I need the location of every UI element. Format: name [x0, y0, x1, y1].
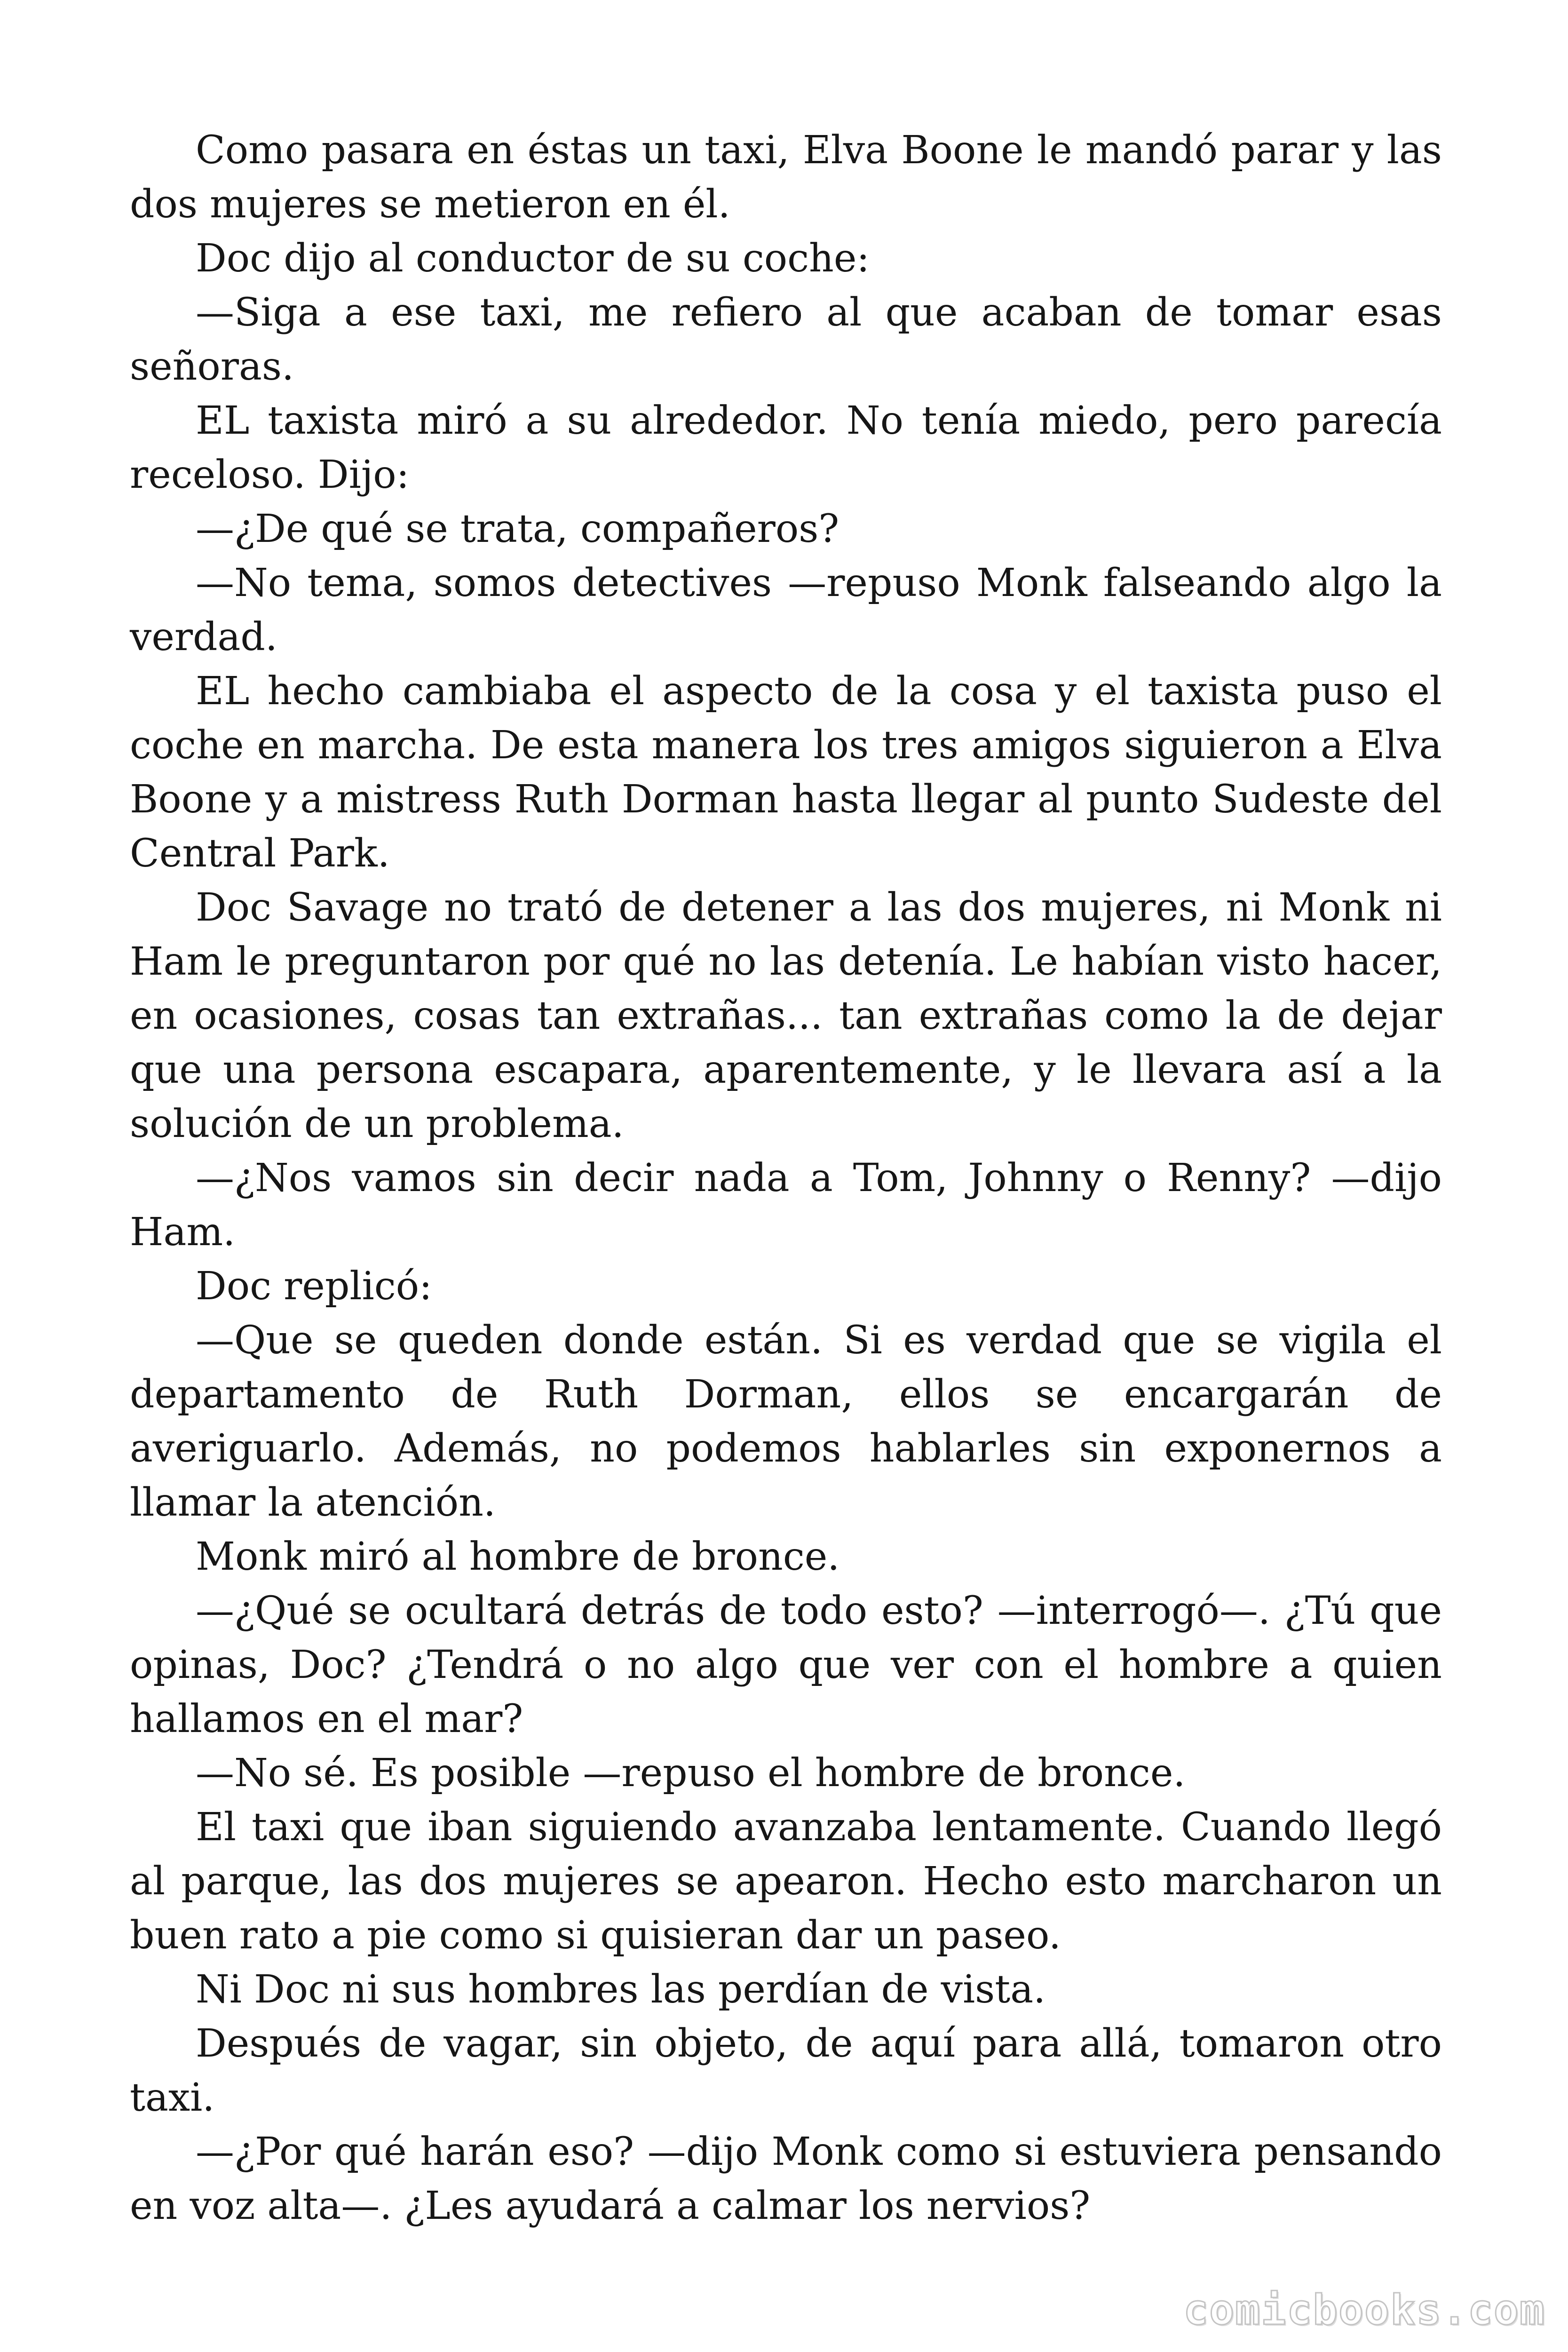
- paragraph: Después de vagar, sin objeto, de aquí para allá, tomaron otro taxi.: [130, 2021, 1442, 2120]
- paragraph: —No sé. Es posible —repuso el hombre de bronce.: [196, 1751, 1186, 1796]
- paragraph: —¿De qué se trata, compañeros?: [196, 507, 839, 551]
- paragraph: Doc dijo al conductor de su coche:: [196, 236, 870, 281]
- paragraph: Doc replicó:: [196, 1264, 432, 1309]
- watermark: comicbooks.com: [1183, 2286, 1545, 2334]
- paragraph: —¿Por qué harán eso? —dijo Monk como si estuviera pensando en voz alta—. ¿Les ayudará a calmar los nervios?: [130, 2130, 1442, 2228]
- paragraph: El taxi que iban siguiendo avanzaba lentamente. Cuando llegó al parque, las dos mujeres se apearon. Hecho esto marcharon un buen rato a pie como si quisieran dar un paseo.: [130, 1805, 1442, 1958]
- paragraph: —¿Nos vamos sin decir nada a Tom, Johnny o Renny? —dijo Ham.: [130, 1156, 1442, 1255]
- paragraph: —Siga a ese taxi, me refiero al que acaban de tomar esas señoras.: [130, 290, 1442, 389]
- paragraph: Monk miró al hombre de bronce.: [196, 1534, 840, 1579]
- paragraph: EL hecho cambiaba el aspecto de la cosa y el taxista puso el coche en marcha. De esta manera los tres amigos siguieron a Elva Boone y a mistress Ruth Dorman hasta llegar al punto Sudeste del Central Park.: [130, 669, 1442, 876]
- paragraph: —¿Qué se ocultará detrás de todo esto? —interrogó—. ¿Tú que opinas, Doc? ¿Tendrá o no algo que ver con el hombre a quien hallamos en el mar?: [130, 1589, 1442, 1741]
- paragraph: —Que se queden donde están. Si es verdad que se vigila el departamento de Ruth Dorman, ellos se encargarán de averiguarlo. Además, no podemos hablarles sin exponernos a llamar la atención.: [130, 1318, 1442, 1525]
- paragraph: Como pasara en éstas un taxi, Elva Boone le mandó parar y las dos mujeres se metieron en él.: [130, 128, 1442, 227]
- paragraph: —No tema, somos detectives —repuso Monk falseando algo la verdad.: [130, 561, 1442, 660]
- paragraph: Doc Savage no trató de detener a las dos mujeres, ni Monk ni Ham le preguntaron por qué no las detenía. Le habían visto hacer, en ocasiones, cosas tan extrañas... tan extrañas como la de dejar que una persona escapara, aparentemente, y le llevara así a la solución de un problema.: [130, 885, 1442, 1146]
- paragraph: EL taxista miró a su alrededor. No tenía miedo, pero parecía receloso. Dijo:: [130, 398, 1442, 497]
- page-body-text: [130, 123, 1442, 2233]
- paragraph: Ni Doc ni sus hombres las perdían de vista.: [196, 1967, 1046, 2012]
